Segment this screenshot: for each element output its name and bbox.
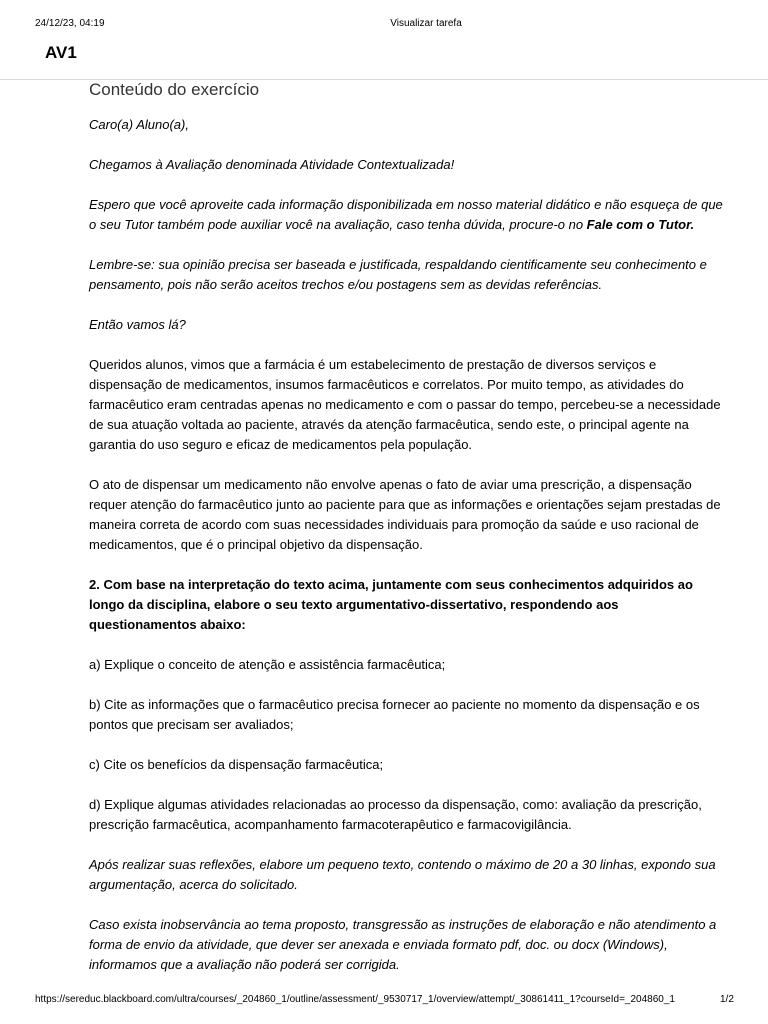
question-item-b: b) Cite as informações que o farmacêutico precisa fornecer ao paciente no momento da dispensação e os pontos que precisam ser avaliados; [89,697,700,732]
context-paragraph-2: O ato de dispensar um medicamento não envolve apenas o fato de aviar uma prescrição, a dispensação requer atenção do farmacêutico junto ao paciente para que as informações e orientações sejam prestadas de maneira correta de acordo com suas necessidades individuais para promoção da saúde e uso racional de medicamentos, que é o principal objetivo da dispensação. [89,477,721,552]
question-item-d: d) Explique algumas atividades relacionadas ao processo da dispensação, como: avaliação da prescrição, prescrição farmacêutica, acompanhamento farmacoterapêutico e farmacovigilância. [89,797,702,832]
lets-go-text: Então vamos lá? [89,317,186,332]
print-datetime: 24/12/23, 04:19 [35,18,105,29]
print-header [0,17,768,31]
question-item-a: a) Explique o conceito de atenção e assistência farmacêutica; [89,657,446,672]
instructions-text: Após realizar suas reflexões, elabore um pequeno texto, contendo o máximo de 20 a 30 linhas, expondo sua argumentação, acerca do solicitado. [89,857,716,892]
hope-text: Espero que você aproveite cada informação disponibilizada em nosso material didático e não esqueça de que o seu Tutor também pode auxiliar você na avaliação, caso tenha dúvida, procure-o no [89,197,723,232]
context-paragraph-1: Queridos alunos, vimos que a farmácia é um estabelecimento de prestação de diversos serviços e dispensação de medicamentos, insumos farmacêuticos e correlatos. Por muito tempo, as atividades do farmacêutico eram centradas apenas no medicamento e com o passar do tempo, percebeu-se a necessidade de sua atuação voltada ao paciente, através da atenção farmacêutica, sendo este, o principal agente na garantia do uso seguro e eficaz de medicamentos pela população. [89,357,721,452]
print-url: https://sereduc.blackboard.com/ultra/courses/_204860_1/outline/assessment/_9530717_1/overview/attempt/_30861411_1?courseId=_204860_1 [35,994,675,1005]
greeting-text: Caro(a) Aluno(a), [89,117,189,132]
warning-text: Caso exista inobservância ao tema proposto, transgressão as instruções de elaboração e não atendimento a forma de envio da atividade, que dever ser anexada e enviada formato pdf, doc. ou docx (Windows), informamos que a avaliação não poderá ser corrigida. [89,917,717,972]
hope-paragraph [89,195,729,235]
exercise-content [89,79,729,975]
section-heading: Conteúdo do exercício [89,80,260,99]
intro-text: Chegamos à Avaliação denominada Atividade Contextualizada! [89,157,455,172]
print-window-title: Visualizar tarefa [390,18,462,29]
page-title: AV1 [45,43,77,62]
fale-com-tutor-link[interactable]: Fale com o Tutor. [586,217,695,232]
question-item-c: c) Cite os benefícios da dispensação farmacêutica; [89,757,384,772]
reminder-text: Lembre-se: sua opinião precisa ser baseada e justificada, respaldando cientificamente seu conhecimento e pensamento, pois não serão aceitos trechos e/ou postagens sem as devidas referências. [89,257,707,292]
print-footer [0,993,768,1007]
question-text: 2. Com base na interpretação do texto acima, juntamente com seus conhecimentos adquiridos ao longo da disciplina, elabore o seu texto argumentativo-dissertativo, respondendo aos questionamentos abaixo: [89,577,693,632]
print-page-number: 1/2 [720,994,734,1005]
